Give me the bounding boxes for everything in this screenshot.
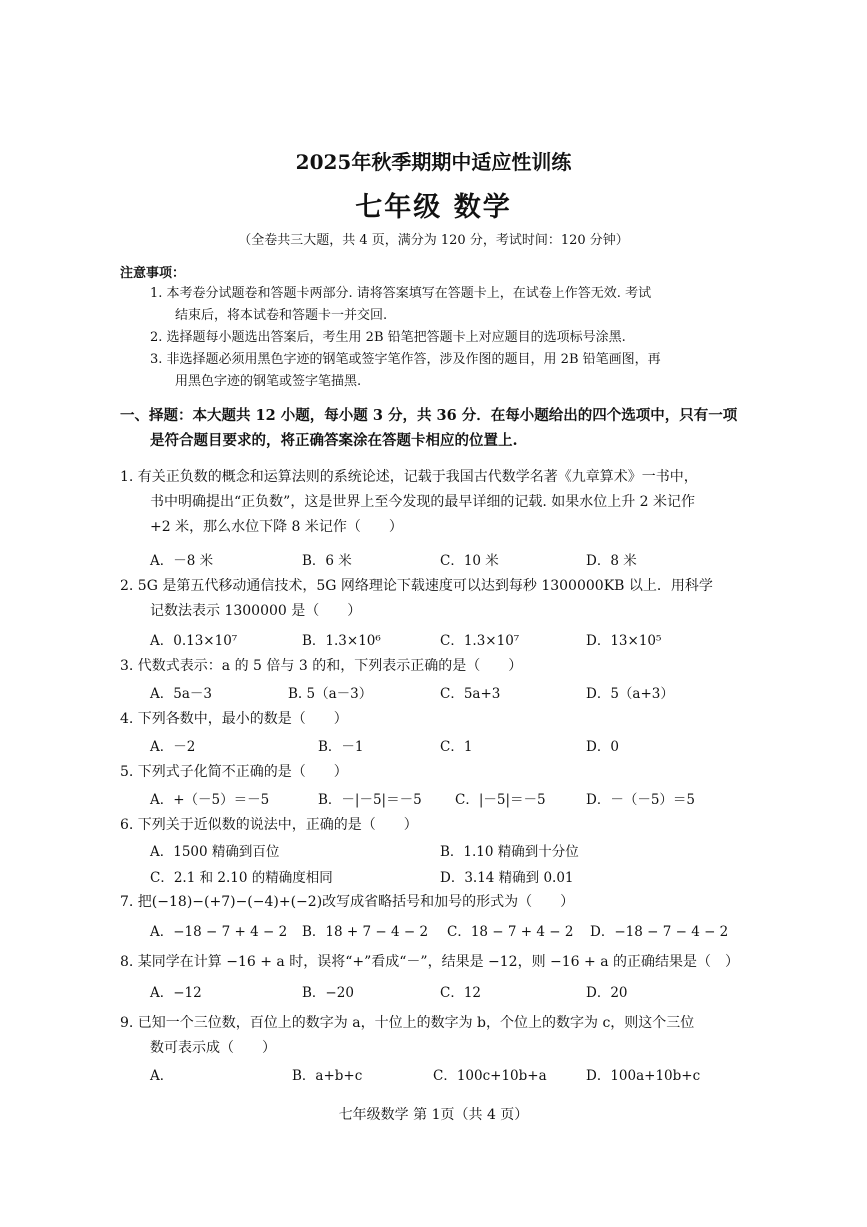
- section-heading-line: 一、择题：本大题共 12 小题，每小题 3 分，共 36 分．在每小题给出的四个选项中，只有一项: [120, 407, 738, 424]
- note-line: 2. 选择题每小题选出答案后，考生用 2B 铅笔把答题卡上对应题目的选项标号涂黑.: [150, 330, 626, 345]
- question-7-line: 7. 把(−18)−(+7)−(−4)+(−2)改写成省略括号和加号的形式为（ ）: [120, 894, 575, 910]
- option-c: C．1: [440, 739, 473, 755]
- option-d: D．−18 − 7 − 4 − 2: [590, 924, 729, 940]
- option-c: C．5a+3: [440, 686, 501, 702]
- option-a: A．－2: [150, 739, 196, 755]
- option-b: B．－1: [318, 739, 364, 755]
- option-c: C．10 米: [440, 553, 499, 569]
- option-b: B．－|－5|＝－5: [318, 792, 422, 808]
- option-d: D．100a+10b+c: [586, 1068, 701, 1084]
- question-3-line: 3. 代数式表示：a 的 5 倍与 3 的和，下列表示正确的是（ ）: [120, 658, 523, 674]
- option-d: D．8 米: [586, 553, 637, 569]
- section-heading-line: 是符合题目要求的，将正确答案涂在答题卡相应的位置上.: [150, 432, 518, 449]
- option-c: C．1.3×10⁷: [440, 633, 520, 649]
- option-a: A．+（－5）＝－5: [150, 792, 270, 808]
- question-6-line: 6. 下列关于近似数的说法中，正确的是（ ）: [120, 817, 418, 833]
- option-d: D．5（a+3）: [586, 686, 674, 702]
- option-a: A．−12: [150, 985, 202, 1001]
- question-8-line: 8. 某同学在计算 −16 + a 时，误将“+”看成“－”，结果是 −12，则 −16 + a 的正确结果是（ ）: [120, 954, 740, 970]
- question-4-line: 4. 下列各数中，最小的数是（ ）: [120, 711, 348, 727]
- option-a: A．0.13×10⁷: [150, 633, 238, 649]
- option-b: B．1.10 精确到十分位: [440, 844, 579, 860]
- option-b: B. 5（a－3）: [288, 686, 373, 702]
- option-b: B．6 米: [302, 553, 352, 569]
- question-5-line: 5. 下列式子化简不正确的是（ ）: [120, 764, 348, 780]
- note-line: 结束后，将本试卷和答题卡一并交回.: [175, 308, 388, 323]
- question-1-line: +2 米，那么水位下降 8 米记作（ ）: [150, 519, 403, 535]
- option-b: B．a+b+c: [292, 1068, 363, 1084]
- option-d: D．－（－5）＝5: [586, 792, 696, 808]
- page-footer: 七年级数学 第 1页（共 4 页）: [338, 1107, 529, 1123]
- option-b: B．−20: [302, 985, 354, 1001]
- option-c: C．12: [440, 985, 482, 1001]
- option-d: D．3.14 精确到 0.01: [440, 870, 574, 886]
- option-a: A．1500 精确到百位: [150, 844, 280, 860]
- option-d: D．0: [586, 739, 619, 755]
- question-9-line: 9. 已知一个三位数，百位上的数字为 a，十位上的数字为 b，个位上的数字为 c，则这个三位: [120, 1015, 695, 1031]
- note-line: 1. 本考卷分试题卷和答题卡两部分. 请将答案填写在答题卡上，在试卷上作答无效. 考试: [150, 286, 652, 301]
- question-2-line: 2. 5G 是第五代移动通信技术，5G 网络理论下载速度可以达到每秒 1300000KB 以上．用科学: [120, 578, 713, 594]
- option-a: A．5a－3: [150, 686, 212, 702]
- question-2-line: 记数法表示 1300000 是（ ）: [150, 603, 362, 619]
- option-c: C．|－5|＝－5: [455, 792, 546, 808]
- option-d: D．20: [586, 985, 628, 1001]
- note-line: 用黑色字迹的钢笔或签字笔描黑.: [175, 374, 362, 389]
- option-c: C．2.1 和 2.10 的精确度相同: [150, 870, 333, 886]
- exam-subject: 七年级 数学: [355, 192, 512, 223]
- exam-info: （全卷共三大题，共 4 页，满分为 120 分，考试时间：120 分钟）: [238, 233, 629, 248]
- option-c: C．100c+10b+a: [433, 1068, 547, 1084]
- option-c: C．18 − 7 + 4 − 2: [447, 924, 574, 940]
- question-1-line: 1. 有关正负数的概念和运算法则的系统论述，记载于我国古代数学名著《九章算术》一书中，: [120, 469, 698, 485]
- option-d: D．13×10⁵: [586, 633, 662, 649]
- exam-title: 2025年秋季期期中适应性训练: [295, 150, 572, 174]
- note-line: 3. 非选择题必须用黑色字迹的钢笔或签字笔作答，涉及作图的题目，用 2B 铅笔画图，再: [150, 352, 661, 367]
- option-b: B．18 + 7 − 4 − 2: [302, 924, 429, 940]
- option-a: A．－8 米: [150, 553, 214, 569]
- question-9-line: 数可表示成（ ）: [150, 1040, 276, 1056]
- notes-heading: 注意事项：: [120, 266, 186, 281]
- option-b: B．1.3×10⁶: [302, 633, 381, 649]
- question-1-line: 书中明确提出“正负数”，这是世界上至今发现的最早详细的记载. 如果水位上升 2 米记作: [150, 494, 696, 510]
- option-a: A．−18 − 7 + 4 − 2: [150, 924, 288, 940]
- option-a: A．: [150, 1068, 174, 1084]
